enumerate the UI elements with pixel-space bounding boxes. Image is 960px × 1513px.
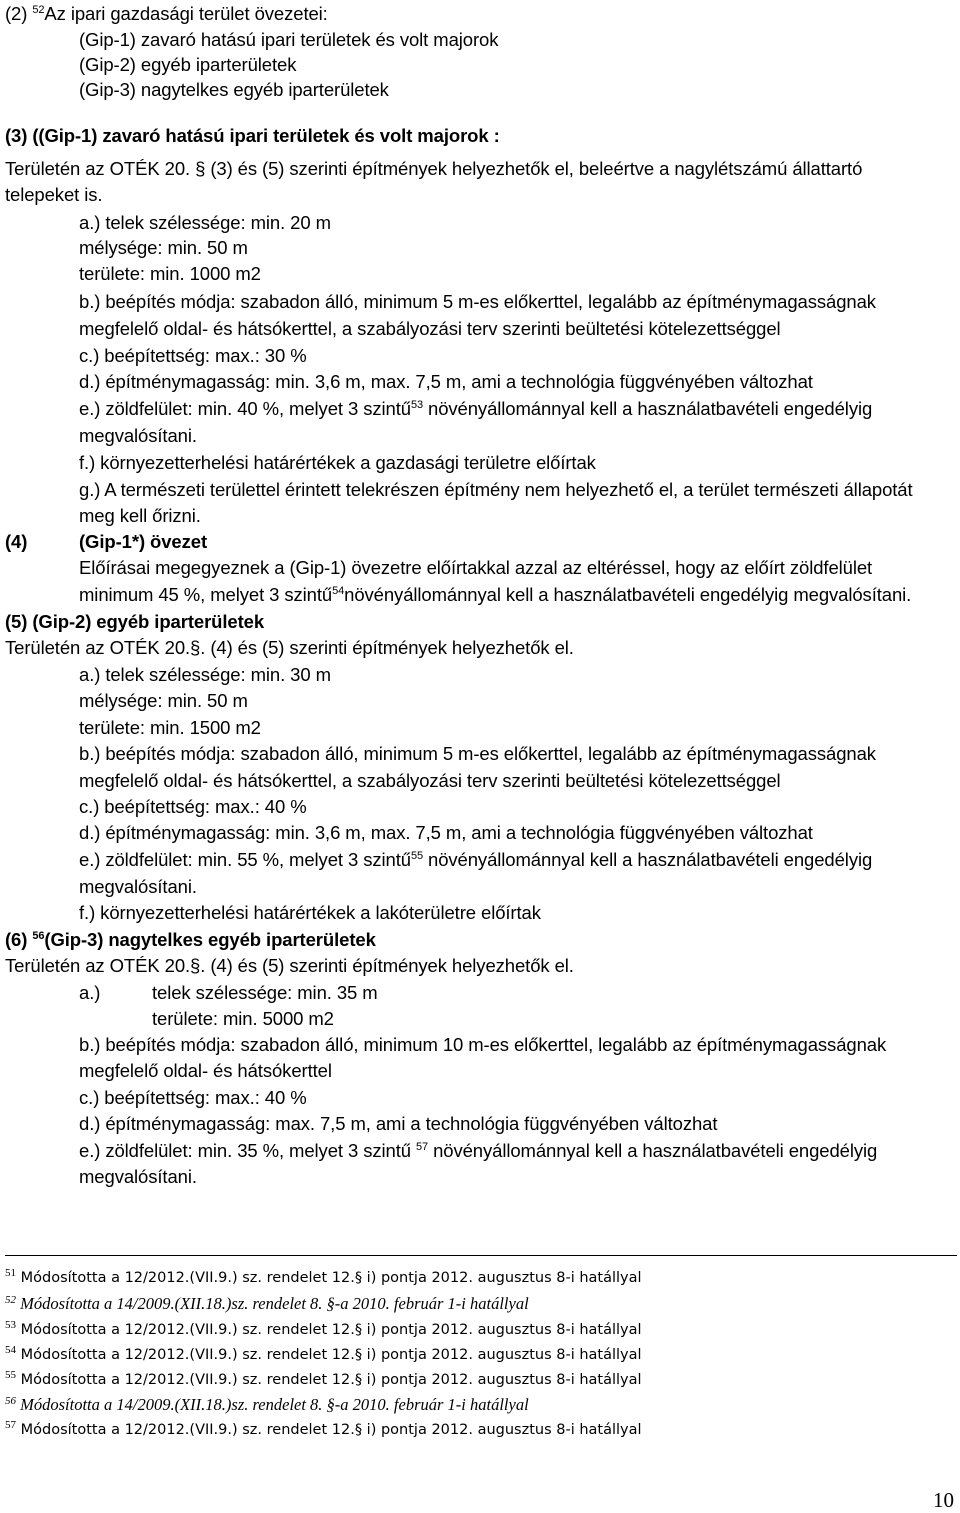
rule-item: telek szélessége: min. 35 m: [152, 982, 378, 1003]
rule-item-label: a.): [79, 982, 101, 1003]
section-number: (2): [5, 3, 33, 24]
footnote-item: $^{57}$ Módosította a 12/2012.(VII.9.) sz. rendelet 12.§ i) pontja 2012. augusztus 8-i hatállyal: [5, 1419, 642, 1438]
footnote-item: $^{55}$ Módosította a 12/2012.(VII.9.) sz. rendelet 12.§ i) pontja 2012. augusztus 8-i hatállyal: [5, 1369, 642, 1388]
footnote-divider: [5, 1255, 957, 1256]
footnote-ref[interactable]: 53: [410, 399, 423, 411]
rule-item: d.) építménymagasság: min. 3,6 m, max. 7,5 m, ami a technológia függvényében változhat: [79, 371, 813, 392]
rule-item: b.) beépítés módja: szabadon álló, minimum 10 m-es előkerttel, legalább az építménymagasságnak: [79, 1034, 887, 1055]
rule-item: b.) beépítés módja: szabadon álló, minimum 5 m-es előkerttel, legalább az építménymagasságnak: [79, 291, 876, 312]
section-3-heading: (3) ((Gip-1) zavaró hatású ipari területek és volt majorok :: [5, 125, 500, 146]
rule-item: g.) A természeti területtel érintett telekrészen építmény nem helyezhető el, a terület természeti állapotát: [79, 479, 913, 500]
footnote-ref[interactable]: 57: [415, 1141, 429, 1153]
rule-item: meg kell őrizni.: [79, 505, 201, 526]
list-item: (Gip-2) egyéb iparterületek: [79, 54, 297, 75]
section-4-heading: (Gip-1*) övezet: [79, 531, 208, 552]
paragraph: telepeket is.: [5, 184, 103, 205]
rule-item: c.) beépítettség: max.: 40 %: [79, 796, 307, 817]
rule-item: megfelelő oldal- és hátsókerttel: [79, 1060, 332, 1081]
rule-item: d.) építménymagasság: max. 7,5 m, ami a technológia függvényében változhat: [79, 1113, 718, 1134]
rule-item: területe: min. 1000 m2: [79, 263, 261, 284]
paragraph: Előírásai megegyeznek a (Gip-1) övezetre előírtakkal azzal az eltéréssel, hogy az előírt zöldfelület: [79, 557, 873, 578]
list-item: (Gip-3) nagytelkes egyéb iparterületek: [79, 79, 389, 100]
paragraph: Területén az OTÉK 20. § (3) és (5) szerinti építmények helyezhetők el, beleértve a nagylétszámú állattartó: [5, 158, 863, 179]
rule-item: e.) zöldfelület: min. 35 %, melyet 3 szintű $^{57}$ növényállománnyal kell a használatbavételi engedélyig: [79, 1140, 878, 1161]
footnote-ref[interactable]: 55: [410, 850, 423, 862]
footnote-ref[interactable]: 52: [32, 4, 45, 16]
rule-item: területe: min. 5000 m2: [152, 1008, 334, 1029]
rule-item: megvalósítani.: [79, 876, 197, 897]
section-4-number: (4): [5, 531, 28, 552]
rule-item: megvalósítani.: [79, 1166, 197, 1187]
list-item: (Gip-1) zavaró hatású ipari területek és volt majorok: [79, 29, 499, 50]
rule-item: mélysége: min. 50 m: [79, 237, 248, 258]
rule-item: megfelelő oldal- és hátsókerttel, a szabályozási terv szerinti beültetési kötelezettséggel: [79, 770, 781, 791]
rule-item: c.) beépítettség: max.: 30 %: [79, 345, 307, 366]
rule-item: d.) építménymagasság: min. 3,6 m, max. 7,5 m, ami a technológia függvényében változhat: [79, 822, 813, 843]
footnote-ref[interactable]: 54: [332, 585, 345, 597]
heading-text: Az ipari gazdasági terület övezetei:: [44, 3, 328, 24]
paragraph: minimum 45 %, melyet 3 szintű$^{54}$növényállománnyal kell a használatbavételi engedélyig megvalósítani.: [79, 584, 912, 605]
footnote-item: $^{54}$ Módosította a 12/2012.(VII.9.) sz. rendelet 12.§ i) pontja 2012. augusztus 8-i hatállyal: [5, 1344, 642, 1363]
section-2-heading: [5, 3, 328, 25]
footnote-item: $^{53}$ Módosította a 12/2012.(VII.9.) sz. rendelet 12.§ i) pontja 2012. augusztus 8-i hatállyal: [5, 1319, 642, 1338]
rule-item: területe: min. 1500 m2: [79, 717, 261, 738]
rule-item: megfelelő oldal- és hátsókerttel, a szabályozási terv szerinti beültetési kötelezettséggel: [79, 318, 781, 339]
rule-item: e.) zöldfelület: min. 40 %, melyet 3 szintű$^{53}$ növényállománnyal kell a használatbavételi engedélyig: [79, 398, 873, 419]
rule-item: mélysége: min. 50 m: [79, 690, 248, 711]
section-5-heading: (5) (Gip-2) egyéb iparterületek: [5, 611, 265, 632]
paragraph: Területén az OTÉK 20.§. (4) és (5) szerinti építmények helyezhetők el.: [5, 955, 574, 976]
rule-item: a.) telek szélessége: min. 30 m: [79, 664, 331, 685]
rule-item: megvalósítani.: [79, 425, 197, 446]
rule-item: b.) beépítés módja: szabadon álló, minimum 5 m-es előkerttel, legalább az építménymagasságnak: [79, 743, 876, 764]
footnote-ref[interactable]: 56: [32, 930, 45, 942]
footnote-item: $^{51}$ Módosította a 12/2012.(VII.9.) sz. rendelet 12.§ i) pontja 2012. augusztus 8-i hatállyal: [5, 1267, 642, 1286]
page-number: 10: [933, 1488, 954, 1512]
footnote-item: $^{52}$ Módosította a 14/2009.(XII.18.)sz. rendelet 8. §-a 2010. február 1-i hatállyal: [5, 1294, 529, 1313]
rule-item: f.) környezetterhelési határértékek a gazdasági területre előírtak: [79, 452, 596, 473]
rule-item: e.) zöldfelület: min. 55 %, melyet 3 szintű$^{55}$ növényállománnyal kell a használatbavételi engedélyig: [79, 849, 873, 870]
rule-item: f.) környezetterhelési határértékek a lakóterületre előírtak: [79, 902, 541, 923]
paragraph: Területén az OTÉK 20.§. (4) és (5) szerinti építmények helyezhetők el.: [5, 637, 574, 658]
section-6-heading: (6) $^{56}$(Gip-3) nagytelkes egyéb iparterületek: [5, 929, 376, 950]
rule-item: c.) beépítettség: max.: 40 %: [79, 1087, 307, 1108]
footnote-item: $^{56}$ Módosította a 14/2009.(XII.18.)sz. rendelet 8. §-a 2010. február 1-i hatállyal: [5, 1395, 529, 1414]
rule-item: a.) telek szélessége: min. 20 m: [79, 212, 331, 233]
